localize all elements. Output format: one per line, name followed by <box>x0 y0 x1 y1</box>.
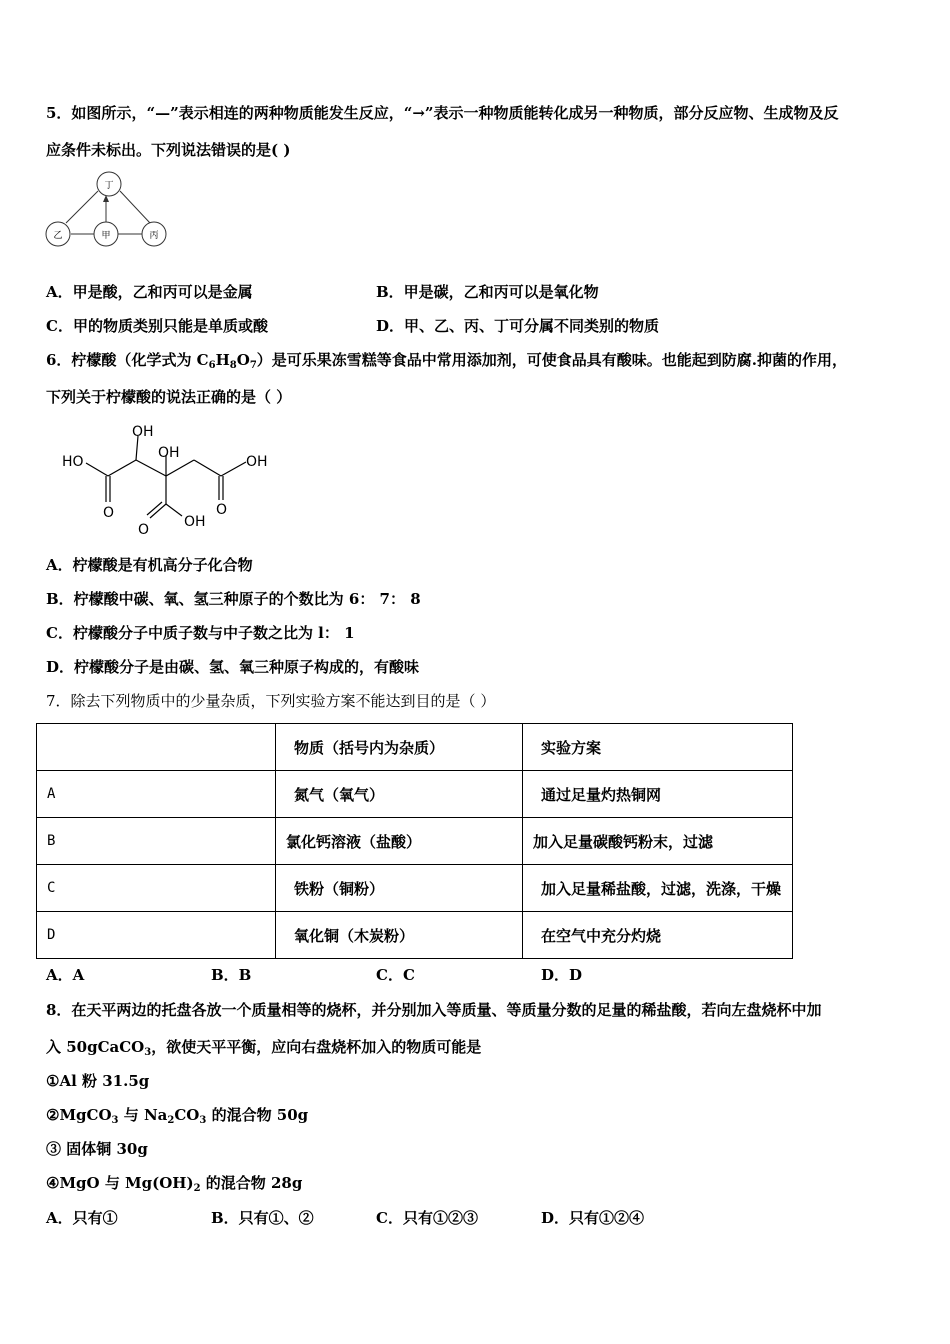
label-oh-bottom: OH <box>184 514 206 530</box>
node-jia-label: 甲 <box>101 231 111 241</box>
q8-option-c[interactable]: C．只有①②③ <box>376 1209 478 1227</box>
q8-option-a[interactable]: A．只有① <box>46 1209 118 1227</box>
header-cell-substance: 物质（括号内为杂质） <box>276 724 523 771</box>
edge-ding-bing <box>120 191 150 223</box>
table-header-row <box>37 724 793 771</box>
row-substance: 氯化钙溶液（盐酸） <box>276 818 523 865</box>
row-label: C <box>37 865 276 912</box>
q5-option-d[interactable]: D．甲、乙、丙、丁可分属不同类别的物质 <box>376 317 660 335</box>
header-cell-method: 实验方案 <box>523 724 793 771</box>
q8-item-1: ①Al 粉 31.5g <box>46 1072 150 1090</box>
q8-item-3: ③ 固体铜 30g <box>46 1140 148 1158</box>
q7-option-c[interactable]: C．C <box>376 966 415 984</box>
label-oh-mid: OH <box>158 445 180 461</box>
q5-stem-line1: 5．如图所示，“—”表示相连的两种物质能发生反应，“→”表示一种物质能转化成另一种物质，部分反应物、生成物及反 <box>46 104 839 122</box>
q6-option-b[interactable]: B．柠檬酸中碳、氧、氢三种原子的个数比为 6： 7： 8 <box>46 590 421 608</box>
q5-option-b[interactable]: B．甲是碳，乙和丙可以是氧化物 <box>376 283 599 301</box>
row-substance: 氮气（氧气） <box>276 771 523 818</box>
row-substance: 氧化铜（木炭粉） <box>276 912 523 959</box>
q8-option-d[interactable]: D．只有①②④ <box>541 1209 645 1227</box>
q7-stem: 7．除去下列物质中的少量杂质，下列实验方案不能达到目的是（ ） <box>46 692 496 710</box>
q8-item-4: ④MgO 与 $Mg(OH)_2$ 的混合物 28g <box>46 1174 303 1194</box>
q8-option-b[interactable]: B．只有①、② <box>211 1209 314 1227</box>
q7-option-d[interactable]: D．D <box>541 966 583 984</box>
node-ding-label: 丁 <box>104 181 114 191</box>
row-method: 加入足量稀盐酸，过滤，洗涤，干燥 <box>523 865 793 912</box>
row-method: 在空气中充分灼烧 <box>523 912 793 959</box>
q5-option-a[interactable]: A．甲是酸，乙和丙可以是金属 <box>46 283 253 301</box>
q6-option-d[interactable]: D．柠檬酸分子是由碳、氢、氧三种原子构成的，有酸味 <box>46 658 420 676</box>
edge-yi-ding <box>66 191 98 223</box>
q5-stem-line2: 应条件未标出。下列说法错误的是( ) <box>46 141 291 159</box>
header-cell-blank <box>37 724 276 771</box>
label-ho-left: HO <box>62 454 84 470</box>
label-o-mid: O <box>138 522 150 538</box>
node-bing-label: 丙 <box>149 231 159 241</box>
q6-stem-line2: 下列关于柠檬酸的说法正确的是（ ） <box>46 388 292 406</box>
q7-option-a[interactable]: A．A <box>46 966 85 984</box>
label-oh-top: OH <box>132 424 154 440</box>
row-method: 加入足量碳酸钙粉末，过滤 <box>523 818 793 865</box>
q8-stem-line1: 8．在天平两边的托盘各放一个质量相等的烧杯，并分别加入等质量、等质量分数的足量的稀盐酸，若向左盘烧杯中加 <box>46 1001 822 1019</box>
label-oh-right: OH <box>246 454 268 470</box>
q8-stem-line2: 入 50gCaCO$_3$，欲使天平平衡，应向右盘烧杯加入的物质可能是 <box>46 1038 482 1058</box>
q5-relation-diagram <box>40 168 175 252</box>
row-method: 通过足量灼热铜网 <box>523 771 793 818</box>
label-o-left: O <box>103 505 115 521</box>
q7-table <box>36 723 793 959</box>
label-o-right: O <box>216 502 228 518</box>
row-label: B <box>37 818 276 865</box>
q6-option-a[interactable]: A．柠檬酸是有机高分子化合物 <box>46 556 253 574</box>
q6-stem-line1: 6．柠檬酸（化学式为 $C_6H_8O_7$）是可乐果冻雪糕等食品中常用添加剂，可使食品具有酸味。也能起到防腐.抑菌的作用， <box>46 351 848 371</box>
citric-acid-structure <box>58 420 278 545</box>
q5-option-c[interactable]: C．甲的物质类别只能是单质或酸 <box>46 317 268 335</box>
row-substance: 铁粉（铜粉） <box>276 865 523 912</box>
q6-option-c[interactable]: C．柠檬酸分子中质子数与中子数之比为 l： 1 <box>46 624 355 642</box>
table-row <box>37 865 793 912</box>
node-yi-label: 乙 <box>53 231 63 241</box>
q8-item-2: ②MgCO$_3$ 与 $Na_2CO_3$ 的混合物 50g <box>46 1106 309 1126</box>
table-row <box>37 818 793 865</box>
table-row <box>37 771 793 818</box>
row-label: D <box>37 912 276 959</box>
q7-option-b[interactable]: B．B <box>211 966 252 984</box>
table-row <box>37 912 793 959</box>
row-label: A <box>37 771 276 818</box>
